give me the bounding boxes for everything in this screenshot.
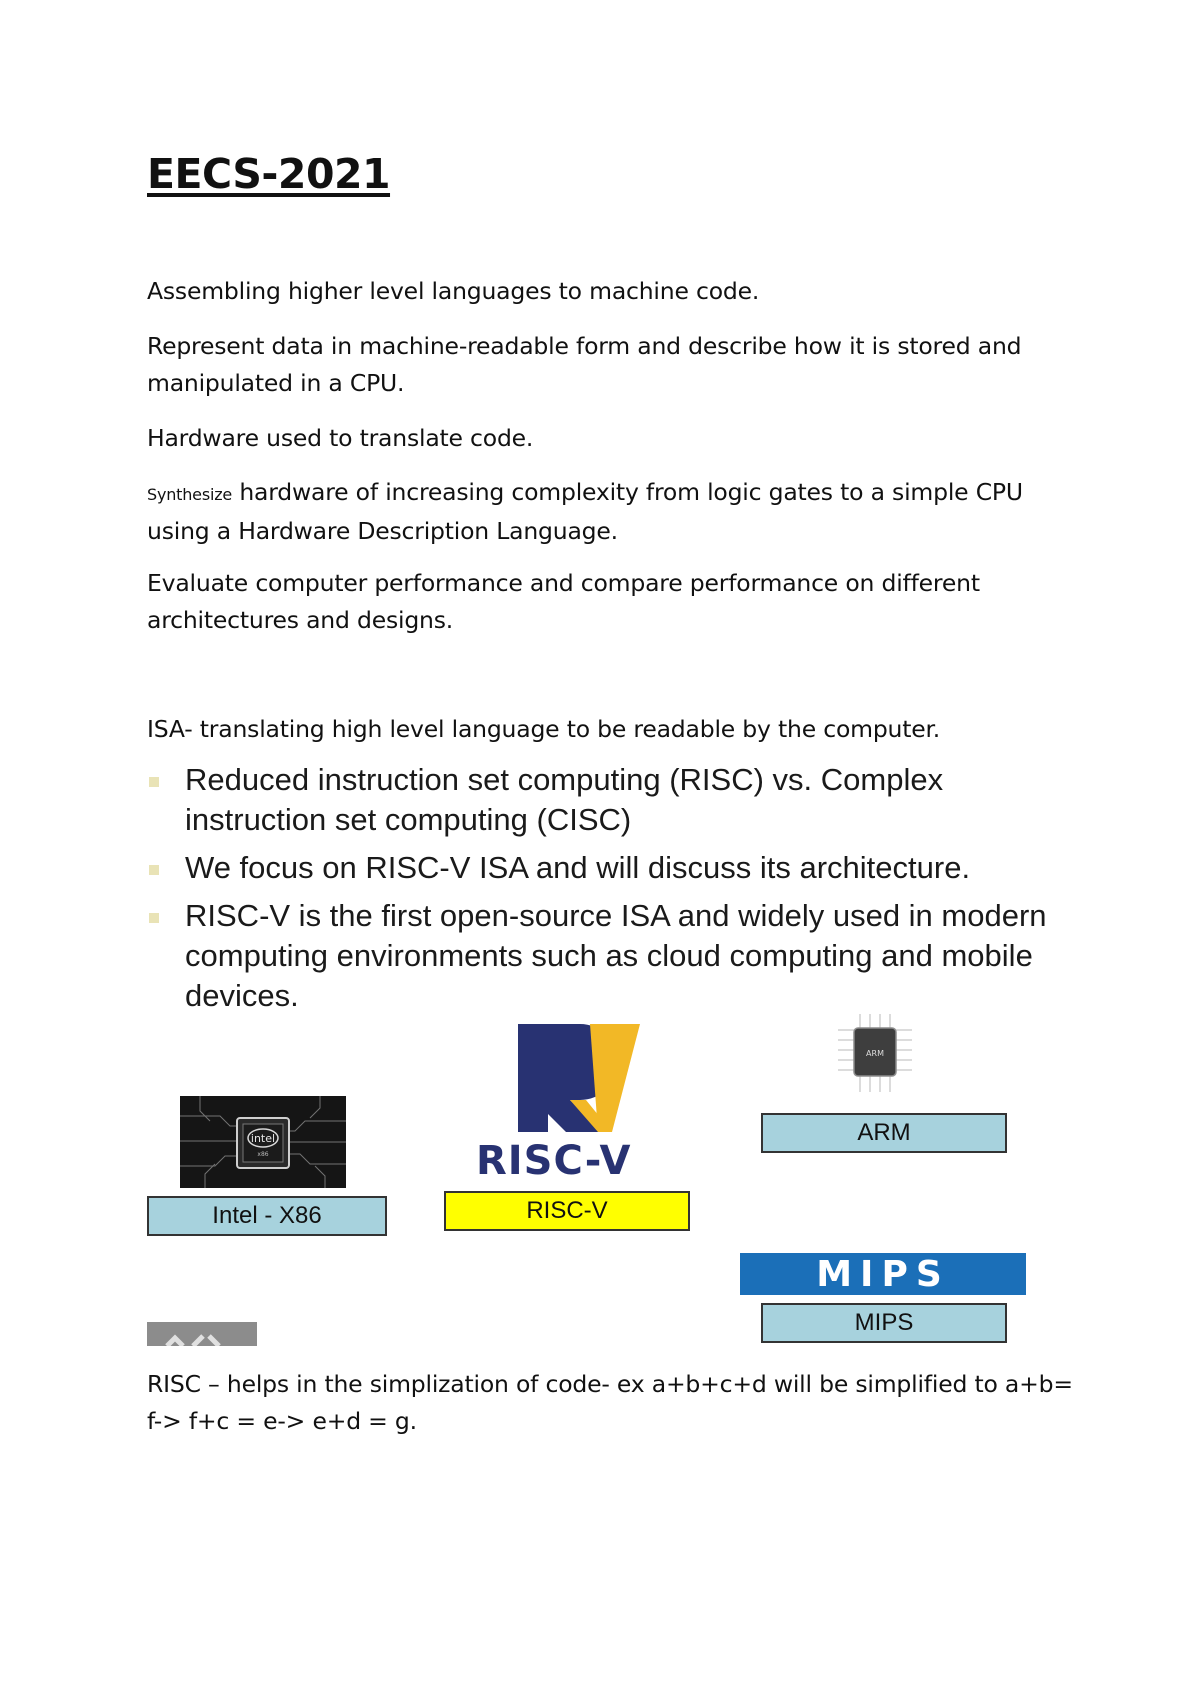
cropped-logo-fragment: [147, 1322, 257, 1346]
bullet-text: We focus on RISC-V ISA and will discuss its architecture.: [185, 850, 971, 885]
arm-chip-icon: [830, 1010, 920, 1096]
riscv-logo-icon: [470, 1020, 686, 1180]
paragraph-evaluate: Evaluate computer performance and compare performance on different architectures and designs.: [147, 569, 980, 634]
page-title: EECS-2021: [147, 150, 391, 198]
bullet-text: RISC-V is the first open-source ISA and widely used in modern computing environments such as cloud computing and mobile devices.: [185, 898, 1047, 1013]
intel-chip-icon: [180, 1096, 346, 1188]
riscv-logo: [470, 1020, 686, 1180]
intel-chip-subtext: x86: [257, 1151, 269, 1158]
synthesize-rest: hardware of increasing complexity from logic gates to a simple CPU using a Hardware Description Language.: [147, 478, 1023, 545]
mips-logo: [740, 1253, 1026, 1295]
intel-chip-image: [180, 1096, 346, 1188]
bullet-marker: [149, 913, 159, 923]
bullet-marker: [149, 865, 159, 875]
riscv-label: RISC-V: [444, 1191, 690, 1231]
arm-chip-image: [830, 1010, 920, 1096]
paragraph-isa: ISA- translating high level language to be readable by the computer.: [147, 715, 941, 743]
arm-chip-text: ARM: [866, 1049, 884, 1058]
paragraph-represent-data: Represent data in machine-readable form and describe how it is stored and manipulated in a CPU.: [147, 332, 1022, 397]
paragraph-hardware: Hardware used to translate code.: [147, 424, 534, 452]
riscv-logo-text: RISC-V: [476, 1138, 632, 1180]
synthesize-word: Synthesize: [147, 485, 233, 504]
isa-bullet-list: [147, 760, 1077, 1024]
arm-label: ARM: [761, 1113, 1007, 1153]
bullet-item: [147, 848, 1077, 888]
bullet-marker: [149, 777, 159, 787]
paragraph-risc-example: RISC – helps in the simplization of code- ex a+b+c+d will be simplified to a+b= f-> f+c = e-> e+d = g.: [147, 1370, 1073, 1435]
mips-label: MIPS: [761, 1303, 1007, 1343]
paragraph-synthesize: [147, 474, 1077, 550]
bullet-item: [147, 896, 1077, 1016]
bullet-item: [147, 760, 1077, 840]
cropped-logo-icon: [147, 1322, 257, 1346]
bullet-text: Reduced instruction set computing (RISC) vs. Complex instruction set computing (CISC): [185, 762, 944, 837]
mips-logo-text: MIPS: [816, 1253, 950, 1295]
intel-chip-text: intel: [250, 1132, 276, 1145]
paragraph-assembling: Assembling higher level languages to machine code.: [147, 277, 760, 305]
intel-label: Intel - X86: [147, 1196, 387, 1236]
